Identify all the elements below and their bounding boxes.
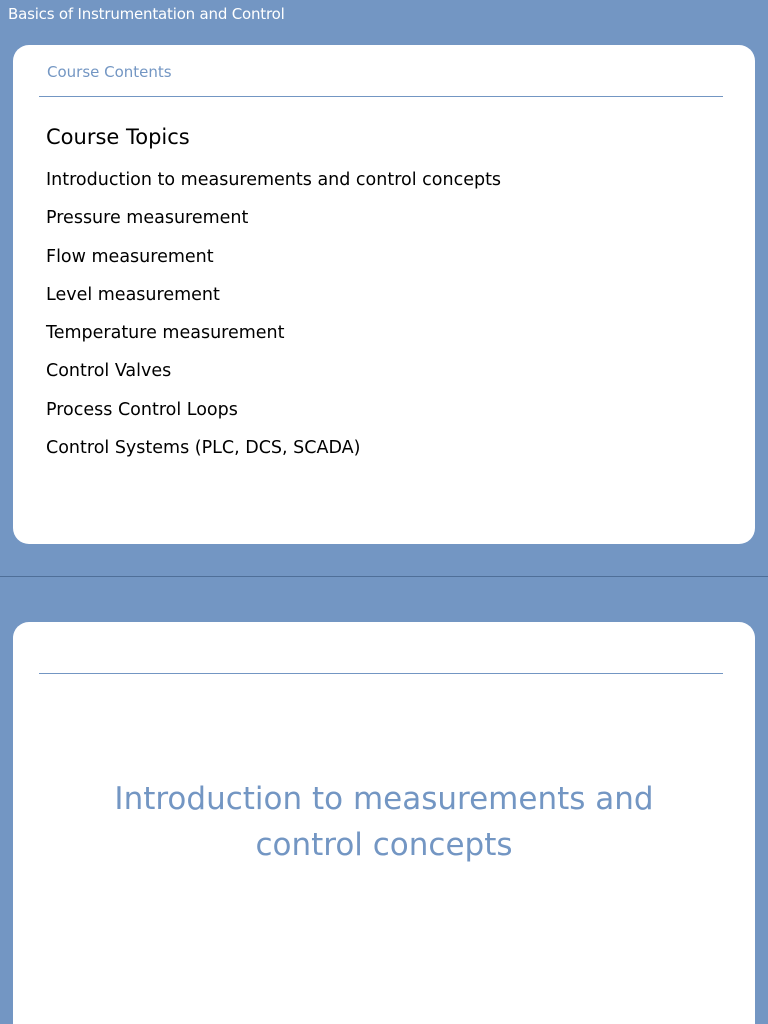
section-title-line-2: control concepts [255,827,513,863]
topic-item: Level measurement [46,284,220,305]
section-title [13,776,755,868]
topic-item: Process Control Loops [46,399,238,420]
slide-content-card [13,45,755,544]
topic-item: Flow measurement [46,246,214,267]
topic-item: Control Systems (PLC, DCS, SCADA) [46,438,361,459]
card-heading: Course Contents [47,63,172,81]
topics-title: Course Topics [46,125,190,149]
topics-list [46,169,501,475]
topic-item: Pressure measurement [46,208,249,229]
heading-divider [39,96,723,97]
topic-item: Introduction to measurements and control concepts [46,170,502,190]
section-title-line-1: Introduction to measurements and [114,781,654,817]
heading-divider [39,673,723,674]
topic-item: Control Valves [46,361,172,382]
topic-item: Temperature measurement [46,323,285,344]
deck-title: Basics of Instrumentation and Control [8,5,285,23]
slide-section-intro [0,576,768,1024]
slide-content-card [13,622,755,1024]
